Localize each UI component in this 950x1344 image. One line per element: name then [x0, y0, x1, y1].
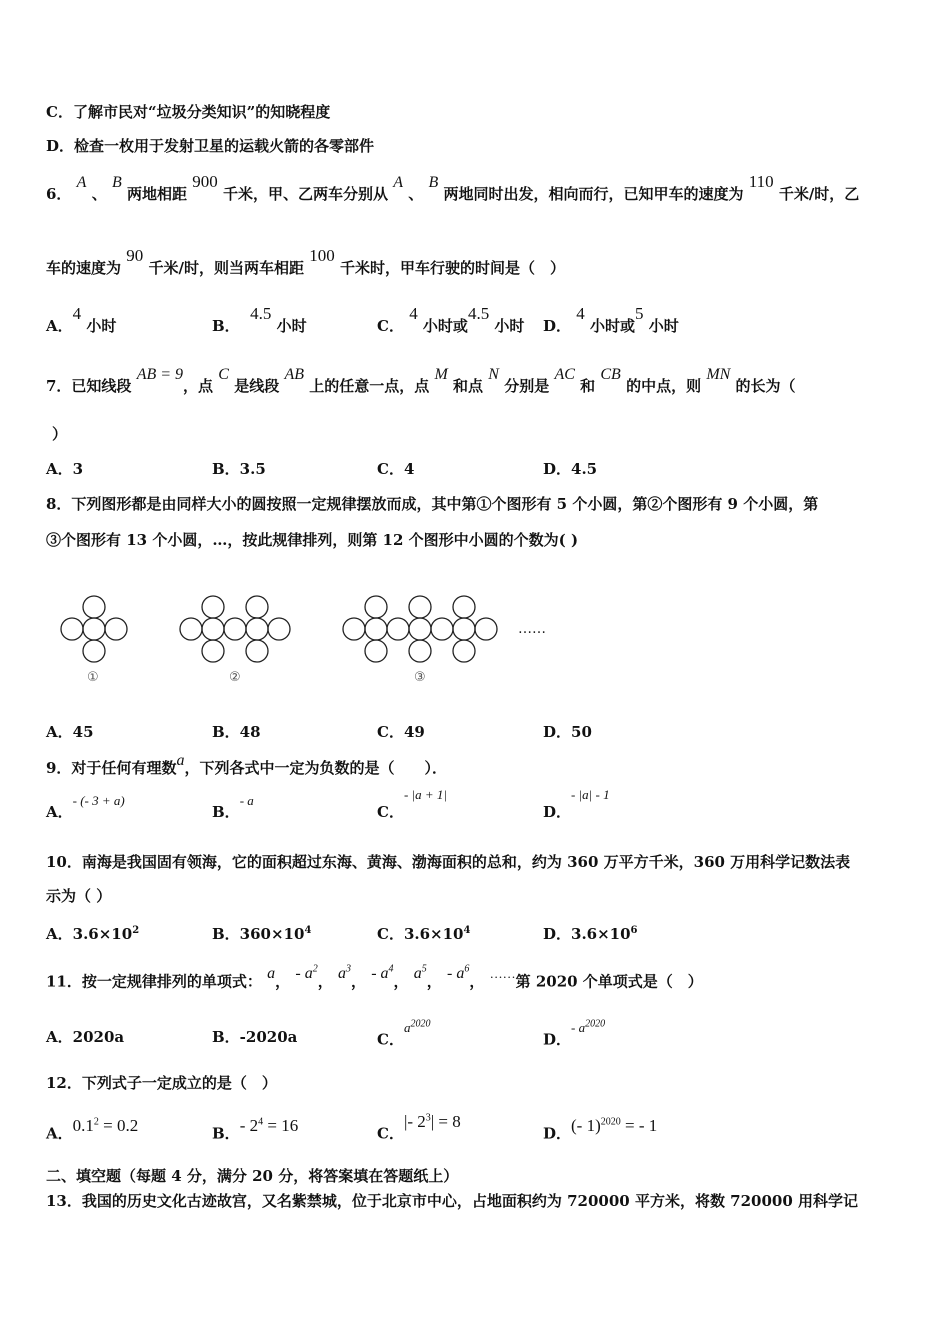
segment-ab-9: AB = 9: [136, 366, 184, 383]
figure-ellipsis: ……: [518, 621, 546, 637]
option-label: D．: [543, 1124, 572, 1143]
q9-option-b: [212, 793, 254, 823]
expression: - |a + 1|: [403, 787, 447, 802]
separator: ，: [426, 972, 442, 991]
option-label: C．: [377, 1124, 404, 1143]
small-circle: [365, 640, 387, 662]
q5-option-c: C．了解市民对“垃圾分类知识”的知晓程度: [46, 103, 331, 121]
option-label: C．: [377, 317, 404, 335]
option-label: A．: [46, 803, 73, 821]
q7-close-paren: ）: [52, 425, 68, 443]
term-base: - a: [447, 965, 465, 983]
text: 车的速度为: [46, 259, 122, 277]
expression: [571, 1116, 657, 1135]
exponent: 6: [630, 925, 638, 936]
small-circle: [202, 640, 224, 662]
q5-option-d: D．检查一枚用于发射卫星的运载火箭的各零部件: [46, 137, 375, 155]
text: 千米，甲、乙两车分别从: [222, 185, 388, 203]
exponent: 2020: [410, 1019, 431, 1030]
q11-option-d: [543, 1019, 606, 1050]
unit: 小时: [494, 317, 525, 335]
q9-option-c: [377, 787, 447, 823]
text: 千米/时，乙: [778, 185, 860, 203]
monomial-term: [267, 965, 275, 982]
q6-option-c: [377, 304, 525, 336]
term-base: - a: [371, 965, 389, 983]
q6-line-1: [46, 172, 860, 205]
point-c: C: [218, 366, 229, 383]
small-circle: [83, 640, 105, 662]
option-label: B．: [212, 1124, 240, 1143]
segment-ac: AC: [554, 366, 575, 383]
q9-option-d: [543, 787, 610, 823]
q12-option-c: [377, 1111, 461, 1144]
small-circle: [180, 618, 202, 640]
term-base: a: [413, 965, 422, 983]
text: 两地同时出发，相向而行，已知甲车的速度为: [443, 185, 744, 203]
text: 分别是: [504, 377, 550, 395]
small-circle: [268, 618, 290, 640]
monomial-term: [295, 965, 317, 982]
rest: | = 8: [430, 1111, 461, 1131]
exponent: 2020: [600, 1116, 621, 1127]
small-circle: [202, 596, 224, 618]
exponent: 4: [304, 925, 312, 936]
text: 的长为（: [735, 377, 796, 395]
text: 小时或: [422, 317, 468, 335]
value: 4: [576, 304, 585, 323]
speed-110: 110: [748, 172, 774, 191]
rest: = 0.2: [98, 1115, 139, 1135]
term-base: - a: [571, 1020, 586, 1036]
expression: - (- 3 + a): [72, 793, 125, 808]
q8-option-a: A．45: [46, 723, 94, 741]
small-circle: [387, 618, 409, 640]
q7-option-b: B．3.5: [212, 460, 266, 478]
option-text: A．3.6×10: [46, 925, 133, 943]
separator: ，: [393, 972, 409, 991]
small-circle: [431, 618, 453, 640]
exponent: 4: [463, 925, 471, 936]
small-circle: [61, 618, 83, 640]
unit: 小时: [276, 317, 307, 335]
point-m: M: [434, 366, 448, 383]
small-circle: [246, 640, 268, 662]
term-base: a: [267, 965, 276, 983]
point-b: B: [428, 174, 439, 191]
q12-option-a: [46, 1115, 139, 1144]
small-circle: [453, 596, 475, 618]
monomial-term: [371, 965, 393, 982]
small-circle: [453, 618, 475, 640]
q12-question: 12．下列式子一定成立的是（ ）: [46, 1074, 277, 1092]
variable-a: a: [176, 752, 185, 769]
figure-2: [180, 596, 290, 662]
exponent: 6: [464, 964, 470, 975]
term-base: a: [403, 1020, 411, 1036]
point-a: A: [76, 174, 87, 191]
value: 4.5: [467, 304, 490, 323]
ellipsis: ……: [489, 966, 516, 982]
q6-line-2: [46, 246, 565, 278]
exponent: 2: [312, 964, 318, 975]
expression: - a: [239, 793, 254, 808]
option-label: B．: [212, 803, 240, 821]
value: 4: [72, 304, 82, 323]
q7-option-a: A．3: [46, 460, 84, 478]
small-circle: [83, 618, 105, 640]
figure-label-3: ③: [414, 670, 426, 685]
q13-line-1: 13．我国的历史文化古迹故宫，又名紫禁城，位于北京市中心，占地面积约为 720000 平方米，将数 720000 用科学记: [46, 1192, 859, 1210]
option-label: C．: [377, 1030, 404, 1049]
q7-line-1: [46, 366, 796, 397]
option-label: A．: [46, 317, 73, 335]
small-circle: [365, 618, 387, 640]
q6-option-a: [46, 304, 117, 336]
option-text: B．360×10: [212, 925, 305, 943]
small-circle: [105, 618, 127, 640]
option-label: B．: [212, 317, 240, 335]
figure-1: [61, 596, 127, 662]
exponent: 2020: [585, 1019, 606, 1030]
q11-option-a: A．2020a: [46, 1028, 125, 1046]
exponent: 2: [132, 925, 140, 936]
monomial-term: [447, 965, 469, 982]
segment-ab: AB: [284, 366, 304, 383]
option-text: C．3.6×10: [377, 925, 464, 943]
section-2-title: 二、填空题（每题 4 分，满分 20 分，将答案填在答题纸上）: [46, 1167, 459, 1185]
expression: [73, 1116, 139, 1135]
monomial-term: [338, 965, 351, 982]
expression: [404, 1020, 431, 1035]
figure-3: [343, 596, 497, 662]
q8-line-2: ③个图形有 13 个小圆，…，按此规律排列，则第 12 个图形中小圆的个数为( ): [46, 531, 579, 549]
exponent: 4: [258, 1116, 264, 1127]
distance-100: 100: [309, 246, 335, 265]
separator: ，: [317, 972, 333, 991]
speed-90: 90: [126, 246, 144, 265]
text: 小时或: [589, 317, 635, 335]
text: 和: [580, 377, 596, 395]
q11-option-c: [377, 1019, 431, 1050]
small-circle: [409, 640, 431, 662]
base: 0.1: [72, 1115, 94, 1135]
small-circle: [409, 618, 431, 640]
text: 和点: [453, 377, 484, 395]
exponent: 3: [345, 964, 351, 975]
q10-option-b: [212, 921, 311, 944]
separator: 、: [408, 185, 424, 203]
q8-option-c: C．49: [377, 723, 425, 741]
small-circle: [343, 618, 365, 640]
q11-option-b: B．-2020a: [212, 1028, 298, 1046]
q12-option-b: [212, 1115, 299, 1144]
q11-line-1: [46, 964, 703, 992]
text: 11．按一定规律排列的单项式：: [46, 972, 262, 991]
circle-pattern-figure: [0, 585, 600, 695]
exponent: 3: [425, 1112, 431, 1123]
q9-option-a: [46, 793, 125, 823]
figure-label-1: ①: [87, 670, 99, 685]
q8-option-d: D．50: [543, 723, 592, 741]
option-text: D．3.6×10: [543, 925, 631, 943]
q8-line-1: 8．下列图形都是由同样大小的圆按照一定规律摆放而成，其中第①个图形有 5 个小圆，第②个图形有 9 个小圆，第: [46, 495, 819, 513]
term-base: a: [337, 965, 346, 983]
separator: ，: [350, 972, 366, 991]
text: 7．已知线段: [46, 377, 132, 395]
small-circle: [246, 596, 268, 618]
small-circle: [83, 596, 105, 618]
q6-option-b: [212, 304, 307, 336]
option-label: D．: [543, 317, 572, 335]
q6-number: 6．: [46, 185, 72, 203]
segment-cb: CB: [600, 366, 621, 383]
unit: 小时: [86, 317, 117, 335]
expression: [571, 1020, 605, 1035]
q10-option-d: [543, 921, 638, 944]
exponent: 4: [388, 964, 394, 975]
small-circle: [453, 640, 475, 662]
text: 9．对于任何有理数: [46, 759, 177, 777]
exponent: 2: [93, 1116, 99, 1127]
small-circle: [202, 618, 224, 640]
q9-line-1: [46, 752, 447, 779]
text: 第 2020 个单项式是（ ）: [515, 972, 703, 991]
small-circle: [365, 596, 387, 618]
value: 4.5: [250, 304, 272, 323]
small-circle: [409, 596, 431, 618]
separator: ，: [275, 972, 291, 991]
q10-option-a: [46, 921, 139, 944]
small-circle: [246, 618, 268, 640]
separator: ，: [469, 972, 485, 991]
term-base: - a: [295, 965, 313, 983]
base: - 2: [239, 1115, 259, 1135]
figure-label-2: ②: [229, 670, 241, 685]
point-n: N: [488, 366, 499, 383]
text: ，下列各式中一定为负数的是（ ）．: [184, 759, 447, 777]
q8-option-b: B．48: [212, 723, 261, 741]
value: 5: [635, 304, 644, 323]
text: 两地相距: [126, 185, 187, 203]
text: 上的任意一点，点: [309, 377, 430, 395]
q10-line-1: 10．南海是我国固有领海，它的面积超过东海、黄海、渤海面积的总和，约为 360 万平方千米，360 万用科学记数法表: [46, 853, 851, 871]
option-label: D．: [543, 1030, 572, 1049]
rest: = - 1: [620, 1115, 658, 1135]
monomial-term: [414, 965, 427, 982]
expression: [240, 1116, 299, 1135]
text: 是线段: [234, 377, 280, 395]
rest: = 16: [263, 1115, 299, 1135]
exponent: 5: [421, 964, 427, 975]
q7-option-c: C．4: [377, 460, 415, 478]
small-circle: [475, 618, 497, 640]
text: 千米时，甲车行驶的时间是（ ）: [339, 259, 565, 277]
q10-option-c: [377, 921, 470, 944]
text: 的中点，则: [626, 377, 702, 395]
option-label: C．: [377, 803, 404, 821]
option-label: D．: [543, 803, 572, 821]
separator: 、: [91, 185, 107, 203]
expression: [404, 1112, 461, 1131]
unit: 小时: [648, 317, 679, 335]
q6-option-d: [543, 304, 679, 336]
q7-option-d: D．4.5: [543, 460, 598, 478]
distance-900: 900: [192, 172, 218, 191]
point-b: B: [111, 174, 122, 191]
value: 4: [409, 304, 418, 323]
q12-option-d: [543, 1115, 658, 1144]
base: |- 2: [403, 1111, 426, 1131]
text: 千米/时，则当两车相距: [148, 259, 304, 277]
point-a: A: [393, 174, 403, 191]
q10-line-2: 示为（ ）: [46, 887, 112, 905]
expression: - |a| - 1: [571, 787, 610, 802]
text: ，点: [183, 377, 214, 395]
segment-mn: MN: [706, 366, 731, 383]
option-label: A．: [46, 1124, 73, 1143]
base: (- 1): [571, 1115, 601, 1135]
small-circle: [224, 618, 246, 640]
